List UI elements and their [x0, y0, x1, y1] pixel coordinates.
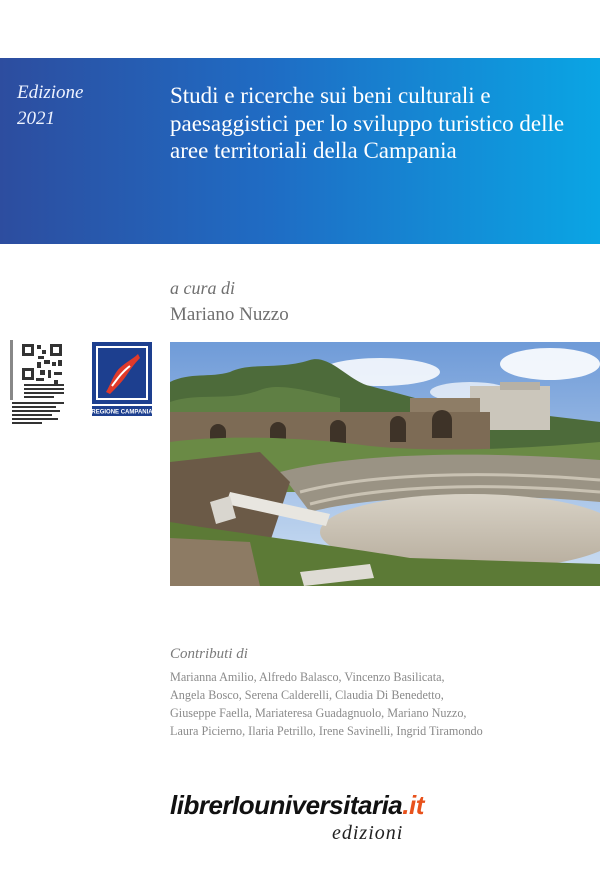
- contributors-label: Contributi di: [170, 646, 248, 662]
- contributors-list: [170, 668, 590, 740]
- publisher-logo: [170, 790, 424, 821]
- edition-label: Edizione: [17, 82, 84, 103]
- svg-text:REGIONE CAMPANIA: REGIONE CAMPANIA: [92, 409, 152, 416]
- contributors-line: Laura Picierno, Ilaria Petrillo, Irene Savinelli, Ingrid Tiramondo: [170, 724, 483, 738]
- contributors-line: Giuseppe Faella, Mariateresa Guadagnuolo, Mariano Nuzzo,: [170, 706, 467, 720]
- contributors-line: Angela Bosco, Serena Calderelli, Claudia Di Benedetto,: [170, 688, 444, 702]
- publisher-tld: .it: [402, 790, 424, 820]
- qr-code-icon: [10, 340, 74, 432]
- contributors-line: Marianna Amilio, Alfredo Balasco, Vincenzo Basilicata,: [170, 670, 445, 684]
- book-title: Studi e ricerche sui beni culturali e paesaggistici per lo sviluppo turistico delle aree territoriali della Campania: [170, 83, 565, 163]
- publisher-edizioni: edizioni: [332, 822, 404, 844]
- editor-label: a cura di: [170, 278, 235, 298]
- editor-name: Mariano Nuzzo: [170, 304, 289, 325]
- regione-campania-logo: [92, 342, 152, 418]
- edition-year: 2021: [17, 108, 55, 129]
- edition-block: [17, 80, 84, 132]
- amphitheatre-photo: [170, 342, 600, 586]
- publisher-name: librerIouniversitaria: [170, 790, 403, 820]
